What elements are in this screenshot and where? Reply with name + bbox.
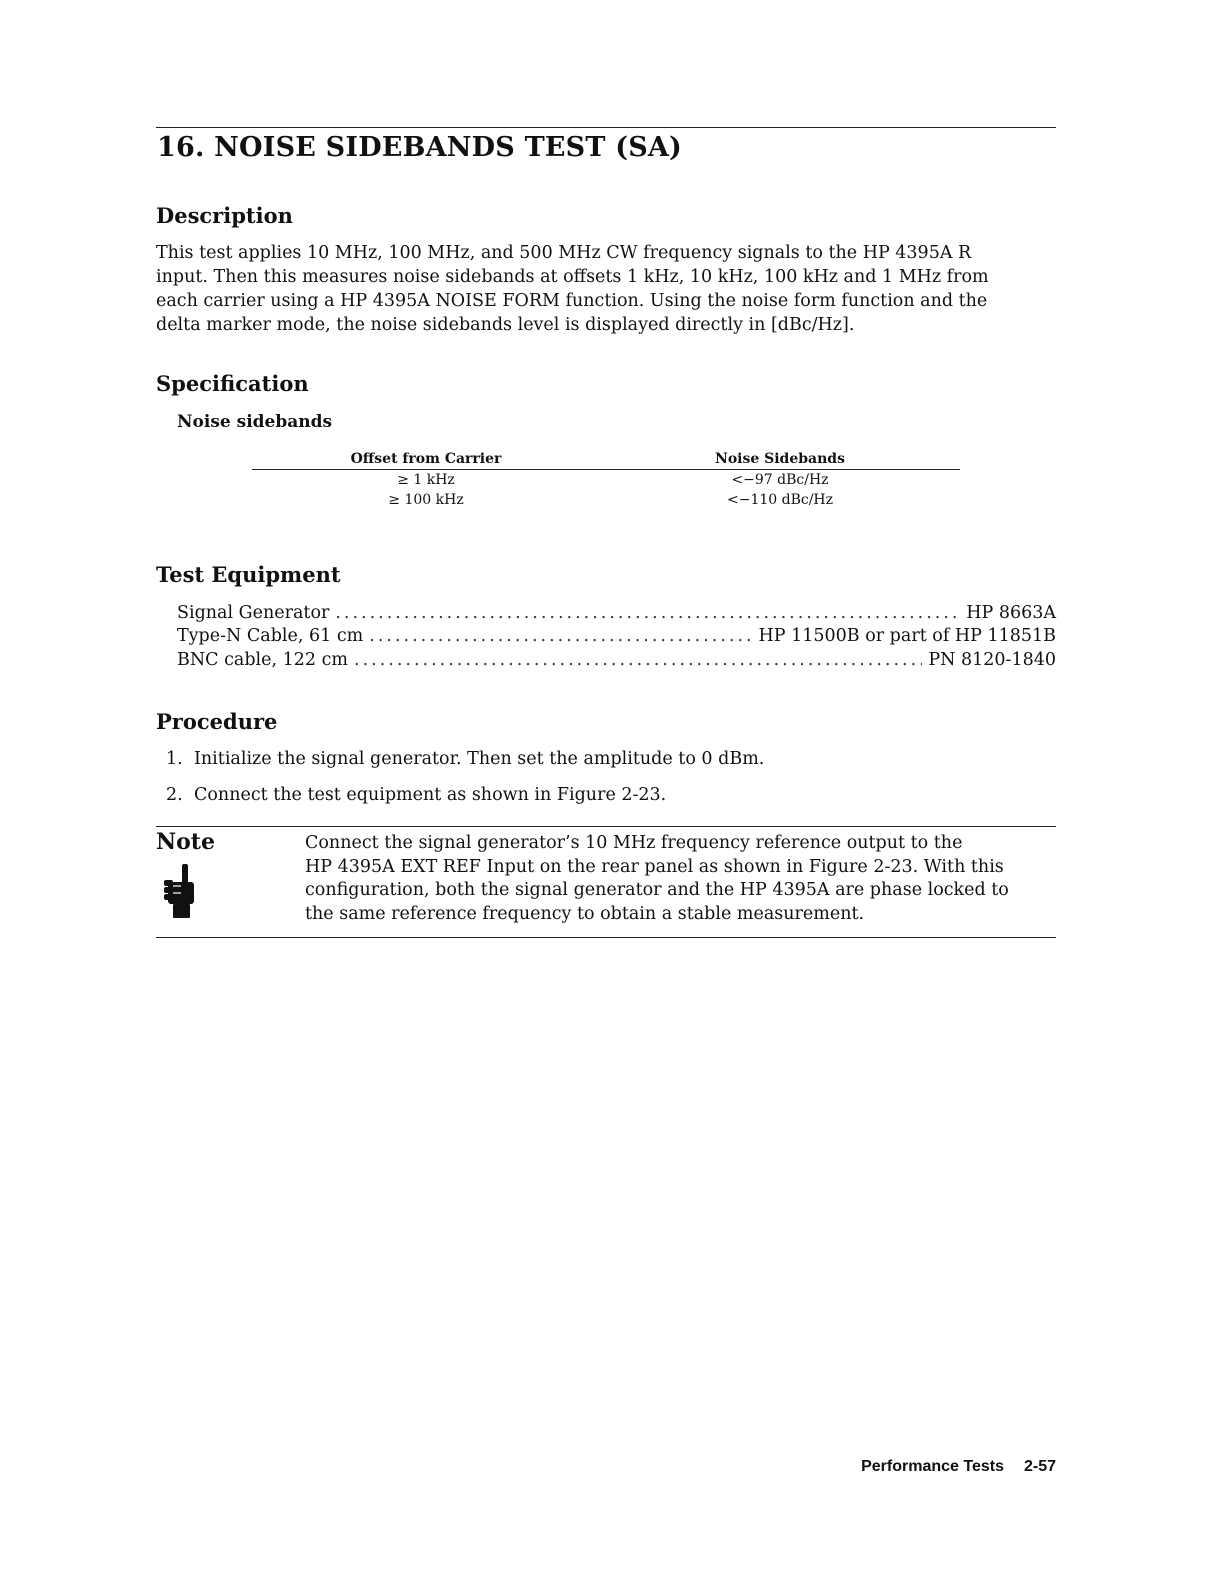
table-cell-noise: <−110 dBc/Hz <box>726 492 834 508</box>
note-line: configuration, both the signal generator and the HP 4395A are phase locked to <box>305 880 1009 900</box>
step-number: 1. <box>166 749 183 769</box>
table-row <box>252 470 960 490</box>
footer-section-name: Performance Tests <box>861 1458 1004 1475</box>
page-number: 2-57 <box>1023 1458 1056 1475</box>
table-cell-offset: ≥ 100 kHz <box>388 492 464 508</box>
procedure-step <box>166 785 666 805</box>
equipment-name: Type-N Cable, 61 cm <box>177 626 364 646</box>
note-line: HP 4395A EXT REF Input on the rear panel as shown in Figure 2-23. With this <box>305 856 1004 877</box>
table-header-offset: Offset from Carrier <box>350 451 502 467</box>
page-footer <box>861 1458 1056 1476</box>
note-bottom-rule <box>156 937 1056 938</box>
step-text: Initialize the signal generator. Then set the amplitude to 0 dBm. <box>194 749 765 769</box>
description-paragraph <box>156 241 1056 337</box>
equipment-part: PN 8120-1840 <box>928 650 1056 670</box>
description-line: This test applies 10 MHz, 100 MHz, and 500 MHz CW frequency signals to the HP 4395A R <box>156 243 972 263</box>
note-top-rule <box>156 826 1056 827</box>
procedure-step <box>166 749 764 769</box>
noise-sidebands-table <box>252 451 960 510</box>
leader-dots <box>369 626 752 646</box>
note-label: Note <box>156 829 215 855</box>
equipment-part: HP 8663A <box>966 603 1056 623</box>
leader-dots <box>354 650 922 670</box>
note-line: Connect the signal generator’s 10 MHz frequency reference output to the <box>305 833 963 853</box>
description-line: input. Then this measures noise sidebands at offsets 1 kHz, 10 kHz, 100 kHz and 1 MHz from <box>156 267 989 287</box>
equipment-item <box>177 626 1056 646</box>
specification-heading: Specification <box>156 371 309 396</box>
table-row <box>252 490 960 510</box>
equipment-name: BNC cable, 122 cm <box>177 650 349 670</box>
note-line: the same reference frequency to obtain a stable measurement. <box>305 903 865 924</box>
table-header-noise: Noise Sidebands <box>715 451 845 467</box>
description-line: delta marker mode, the noise sidebands level is displayed directly in [dBc/Hz]. <box>156 315 855 335</box>
equipment-item <box>177 650 1056 670</box>
note-text <box>305 832 1009 926</box>
page-title: 16. NOISE SIDEBANDS TEST (SA) <box>157 132 683 163</box>
title-top-rule <box>156 127 1056 128</box>
step-number: 2. <box>166 785 183 805</box>
table-cell-offset: ≥ 1 kHz <box>397 472 455 488</box>
table-header-row <box>252 451 960 470</box>
specification-subheading: Noise sidebands <box>177 412 333 432</box>
equipment-item <box>177 603 1056 623</box>
equipment-name: Signal Generator <box>177 603 330 623</box>
step-text: Connect the test equipment as shown in Figure 2-23. <box>194 785 667 805</box>
pointing-hand-icon <box>164 864 198 920</box>
leader-dots <box>335 603 960 623</box>
procedure-heading: Procedure <box>156 709 278 734</box>
description-heading: Description <box>156 203 293 228</box>
table-cell-noise: <−97 dBc/Hz <box>731 472 829 488</box>
test-equipment-heading: Test Equipment <box>156 562 341 587</box>
equipment-part: HP 11500B or part of HP 11851B <box>758 626 1056 646</box>
description-line: each carrier using a HP 4395A NOISE FORM function. Using the noise form function and the <box>156 291 988 311</box>
